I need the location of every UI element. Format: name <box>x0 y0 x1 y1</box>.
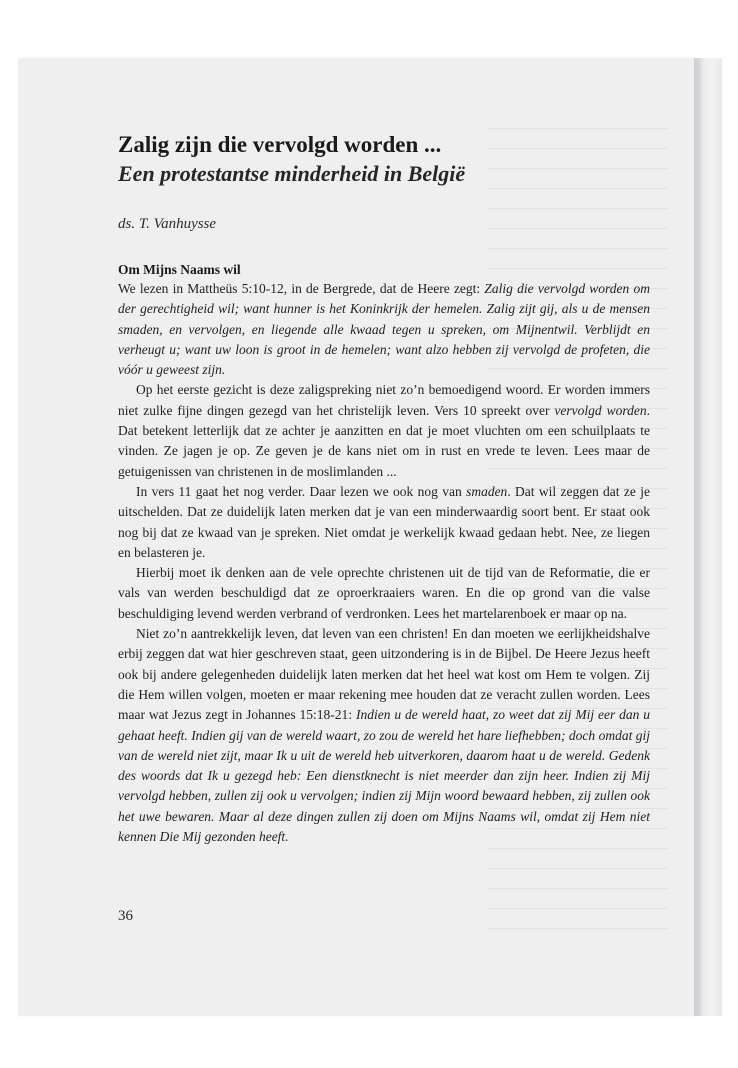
scripture-quote-matthew: Zalig die vervolgd worden om der gerechtigheid wil; want hunner is het Koninkrijk der hemelen. Zalig zijt gij, als u de mensen smaden, en vervolgen, en liegende alle kwaad tegen u spreken, om Mijnentwil. Verblijdt en verheugt u; want uw loon is groot in de hemelen; want alzo hebben zij vervolgd de profeten, die vóór u geweest zijn. <box>118 281 651 378</box>
article-subtitle: Een protestantse minderheid in België <box>118 161 466 186</box>
book-page <box>18 58 694 1016</box>
paragraph-2-b: . Dat betekent letterlijk dat ze achter je aanzitten en dat je moet vluchten om een schuilplaats te vinden. Ze jagen je op. Ze geven je de kans niet om in rust en vrede te leven. Lees maar de getuigenissen van christenen in de moslimlanden ... <box>118 402 650 479</box>
paragraph-2-a: Op het eerste gezicht is deze zaligspreking niet zo’n bemoedigend woord. Er worden immers niet zulke fijne dingen gezegd van het christelijk leven. Vers 10 spreekt over <box>118 382 650 418</box>
paragraph-3-emphasis: smaden <box>466 483 508 499</box>
paragraph-5 <box>118 624 650 847</box>
paragraph-3 <box>118 482 650 563</box>
paragraph-1-lead: We lezen in Mattheüs 5:10-12, in de Bergrede, dat de Heere zegt: <box>118 281 485 296</box>
article-title: Zalig zijn die vervolgd worden ... <box>118 132 442 157</box>
page-number: 36 <box>118 908 133 924</box>
paragraph-2 <box>118 380 650 481</box>
paragraph-3-a: In vers 11 gaat het nog verder. Daar lezen we ook nog van <box>136 483 467 499</box>
section-heading: Om Mijns Naams wil <box>118 262 241 277</box>
article-body <box>118 130 650 847</box>
paragraph-4: Hierbij moet ik denken aan de vele oprechte christenen uit de tijd van de Reformatie, die er vals van werden beschuldigd dat ze oproerkraaiers waren. En die op grond van die valse beschuldiging levend werden verbrand of verdronken. Lees het martelarenboek er maar op na. <box>118 565 650 621</box>
author-byline: ds. T. Vanhuysse <box>118 216 217 232</box>
paragraph-1 <box>118 279 650 380</box>
paragraph-3-b: . Dat wil zeggen dat ze je uitschelden. Dat ze duidelijk laten merken dat je van een minderwaardig soort bent. Er staat ook nog bij dat ze kwaad van je spreken. Niet omdat je werkelijk kwaad gedaan hebt. Nee, ze liegen en belasteren je. <box>118 483 650 560</box>
scripture-quote-john: Indien u de wereld haat, zo weet dat zij Mij eer dan u gehaat heeft. Indien gij van de wereld waart, zo zou de wereld het hare liefhebben; doch omdat gij van de wereld niet zijt, maar Ik u uit de wereld heb uitverkoren, daarom haat u de wereld. Gedenk des woords dat Ik u gezegd heb: Een dienstknecht is niet meerder dan zijn heer. Indien zij Mij vervolgd hebben, zullen zij ook u vervolgen; indien zij Mijn woord bewaard hebben, zij zullen ook het uwe bewaren. Maar al deze dingen zullen zij doen om Mijns Naams wil, omdat zij Hem niet kennen Die Mij gezonden heeft. <box>118 707 651 845</box>
paragraph-5-a: Niet zo’n aantrekkelijk leven, dat leven van een christen! En dan moeten we eerlijkheidshalve erbij zeggen dat wat hier geschreven staat, geen uitzondering is in de Bijbel. De Heere Jezus heeft ook bij andere gelegenheden duidelijk laten merken dat het heel wat kost om Hem te volgen. Zij die Hem willen volgen, moeten er maar rekening mee houden dat ze veracht zullen worden. Lees maar wat Jezus zegt in Johannes 15:18-21: <box>118 626 650 723</box>
paragraph-2-emphasis: vervolgd worden <box>554 402 647 418</box>
